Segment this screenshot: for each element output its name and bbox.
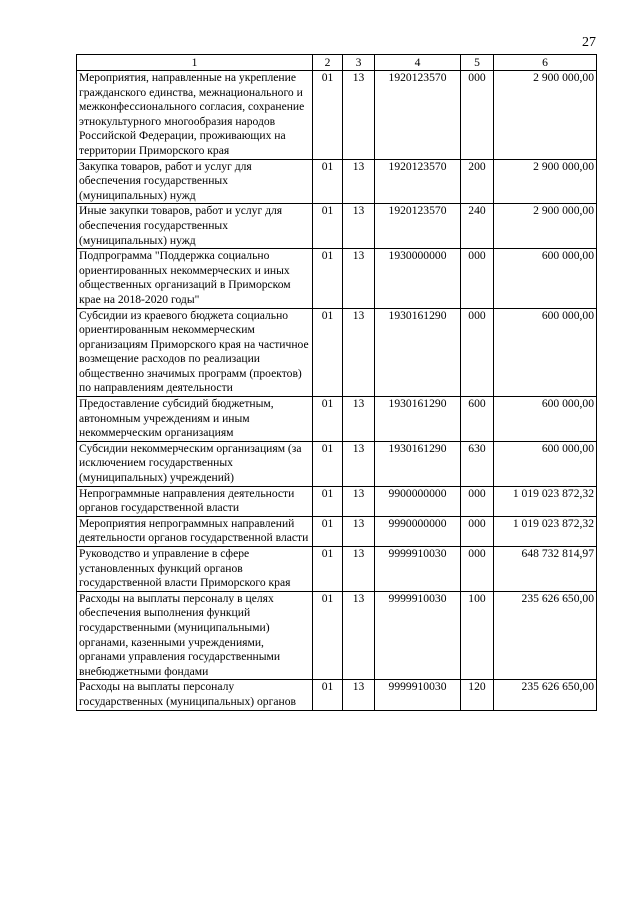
row-section: 01: [313, 308, 343, 397]
row-amount: 600 000,00: [494, 249, 597, 308]
row-subsection: 13: [343, 516, 375, 546]
row-target-article: 9999910030: [375, 591, 461, 680]
budget-table: [76, 54, 597, 711]
row-expense-type: 000: [461, 308, 494, 397]
row-amount: 2 900 000,00: [494, 159, 597, 204]
row-expense-type: 200: [461, 159, 494, 204]
table-body: [77, 71, 597, 711]
row-amount: 600 000,00: [494, 441, 597, 486]
row-name: Мероприятия непрограммных направлений деятельности органов государственной власти: [77, 516, 313, 546]
row-amount: 2 900 000,00: [494, 71, 597, 160]
table-header: [77, 55, 597, 71]
row-subsection: 13: [343, 249, 375, 308]
row-amount: 235 626 650,00: [494, 591, 597, 680]
row-target-article: 9999910030: [375, 680, 461, 710]
row-subsection: 13: [343, 547, 375, 592]
table-row: [77, 547, 597, 592]
row-name: Предоставление субсидий бюджетным, автономным учреждениям и иным некоммерческим организациям: [77, 397, 313, 442]
row-subsection: 13: [343, 71, 375, 160]
row-expense-type: 600: [461, 397, 494, 442]
row-expense-type: 240: [461, 204, 494, 249]
row-amount: 600 000,00: [494, 308, 597, 397]
row-name: Субсидии некоммерческим организациям (за исключением государственных (муниципальных) учреждений): [77, 441, 313, 486]
row-name: Подпрограмма "Поддержка социально ориентированных некоммерческих и иных общественных организаций в Приморском крае на 2018-2020 годы": [77, 249, 313, 308]
header-col-3: 3: [343, 55, 375, 71]
row-section: 01: [313, 71, 343, 160]
row-name: Субсидии из краевого бюджета социально ориентированным некоммерческим организациям Приморского края на частичное возмещение расходов по реализации общественно значимых программ (проектов) по направлениям деятельности: [77, 308, 313, 397]
row-subsection: 13: [343, 441, 375, 486]
row-amount: 1 019 023 872,32: [494, 516, 597, 546]
row-subsection: 13: [343, 308, 375, 397]
row-subsection: 13: [343, 204, 375, 249]
row-target-article: 1930161290: [375, 308, 461, 397]
row-name: Мероприятия, направленные на укрепление гражданского единства, межнационального и межконфессионального согласия, сохранение этнокультурного многообразия народов Российской Федерации, проживающих на территории Приморского края: [77, 71, 313, 160]
row-target-article: 9900000000: [375, 486, 461, 516]
row-section: 01: [313, 159, 343, 204]
table-row: [77, 397, 597, 442]
table-row: [77, 308, 597, 397]
row-target-article: 9990000000: [375, 516, 461, 546]
row-expense-type: 000: [461, 547, 494, 592]
row-section: 01: [313, 441, 343, 486]
row-section: 01: [313, 204, 343, 249]
header-col-4: 4: [375, 55, 461, 71]
row-subsection: 13: [343, 591, 375, 680]
row-amount: 648 732 814,97: [494, 547, 597, 592]
row-name: Закупка товаров, работ и услуг для обеспечения государственных (муниципальных) нужд: [77, 159, 313, 204]
header-row: [77, 55, 597, 71]
row-expense-type: 630: [461, 441, 494, 486]
row-name: Расходы на выплаты персоналу в целях обеспечения выполнения функций государственными (муниципальными) органами, казенными учреждениями, органами управления государственными внебюджетными фондами: [77, 591, 313, 680]
header-col-2: 2: [313, 55, 343, 71]
row-expense-type: 120: [461, 680, 494, 710]
row-target-article: 9999910030: [375, 547, 461, 592]
row-section: 01: [313, 249, 343, 308]
header-col-5: 5: [461, 55, 494, 71]
row-section: 01: [313, 486, 343, 516]
table-row: [77, 680, 597, 710]
row-amount: 235 626 650,00: [494, 680, 597, 710]
row-amount: 1 019 023 872,32: [494, 486, 597, 516]
row-expense-type: 100: [461, 591, 494, 680]
row-amount: 2 900 000,00: [494, 204, 597, 249]
row-target-article: 1920123570: [375, 204, 461, 249]
row-expense-type: 000: [461, 486, 494, 516]
page-number: 27: [582, 35, 596, 50]
row-target-article: 1930161290: [375, 397, 461, 442]
row-target-article: 1920123570: [375, 71, 461, 160]
row-section: 01: [313, 680, 343, 710]
row-subsection: 13: [343, 397, 375, 442]
row-target-article: 1920123570: [375, 159, 461, 204]
table-row: [77, 591, 597, 680]
table-row: [77, 159, 597, 204]
header-col-1: 1: [77, 55, 313, 71]
table-row: [77, 516, 597, 546]
row-expense-type: 000: [461, 249, 494, 308]
table-row: [77, 441, 597, 486]
row-subsection: 13: [343, 680, 375, 710]
row-amount: 600 000,00: [494, 397, 597, 442]
row-name: Иные закупки товаров, работ и услуг для обеспечения государственных (муниципальных) нужд: [77, 204, 313, 249]
row-expense-type: 000: [461, 516, 494, 546]
table-row: [77, 204, 597, 249]
row-target-article: 1930000000: [375, 249, 461, 308]
row-expense-type: 000: [461, 71, 494, 160]
row-section: 01: [313, 397, 343, 442]
row-name: Непрограммные направления деятельности органов государственной власти: [77, 486, 313, 516]
table-row: [77, 249, 597, 308]
row-name: Руководство и управление в сфере установленных функций органов государственной власти Приморского края: [77, 547, 313, 592]
row-name: Расходы на выплаты персоналу государственных (муниципальных) органов: [77, 680, 313, 710]
row-section: 01: [313, 516, 343, 546]
row-section: 01: [313, 547, 343, 592]
header-col-6: 6: [494, 55, 597, 71]
table-row: [77, 71, 597, 160]
table-row: [77, 486, 597, 516]
row-section: 01: [313, 591, 343, 680]
row-subsection: 13: [343, 159, 375, 204]
row-subsection: 13: [343, 486, 375, 516]
row-target-article: 1930161290: [375, 441, 461, 486]
